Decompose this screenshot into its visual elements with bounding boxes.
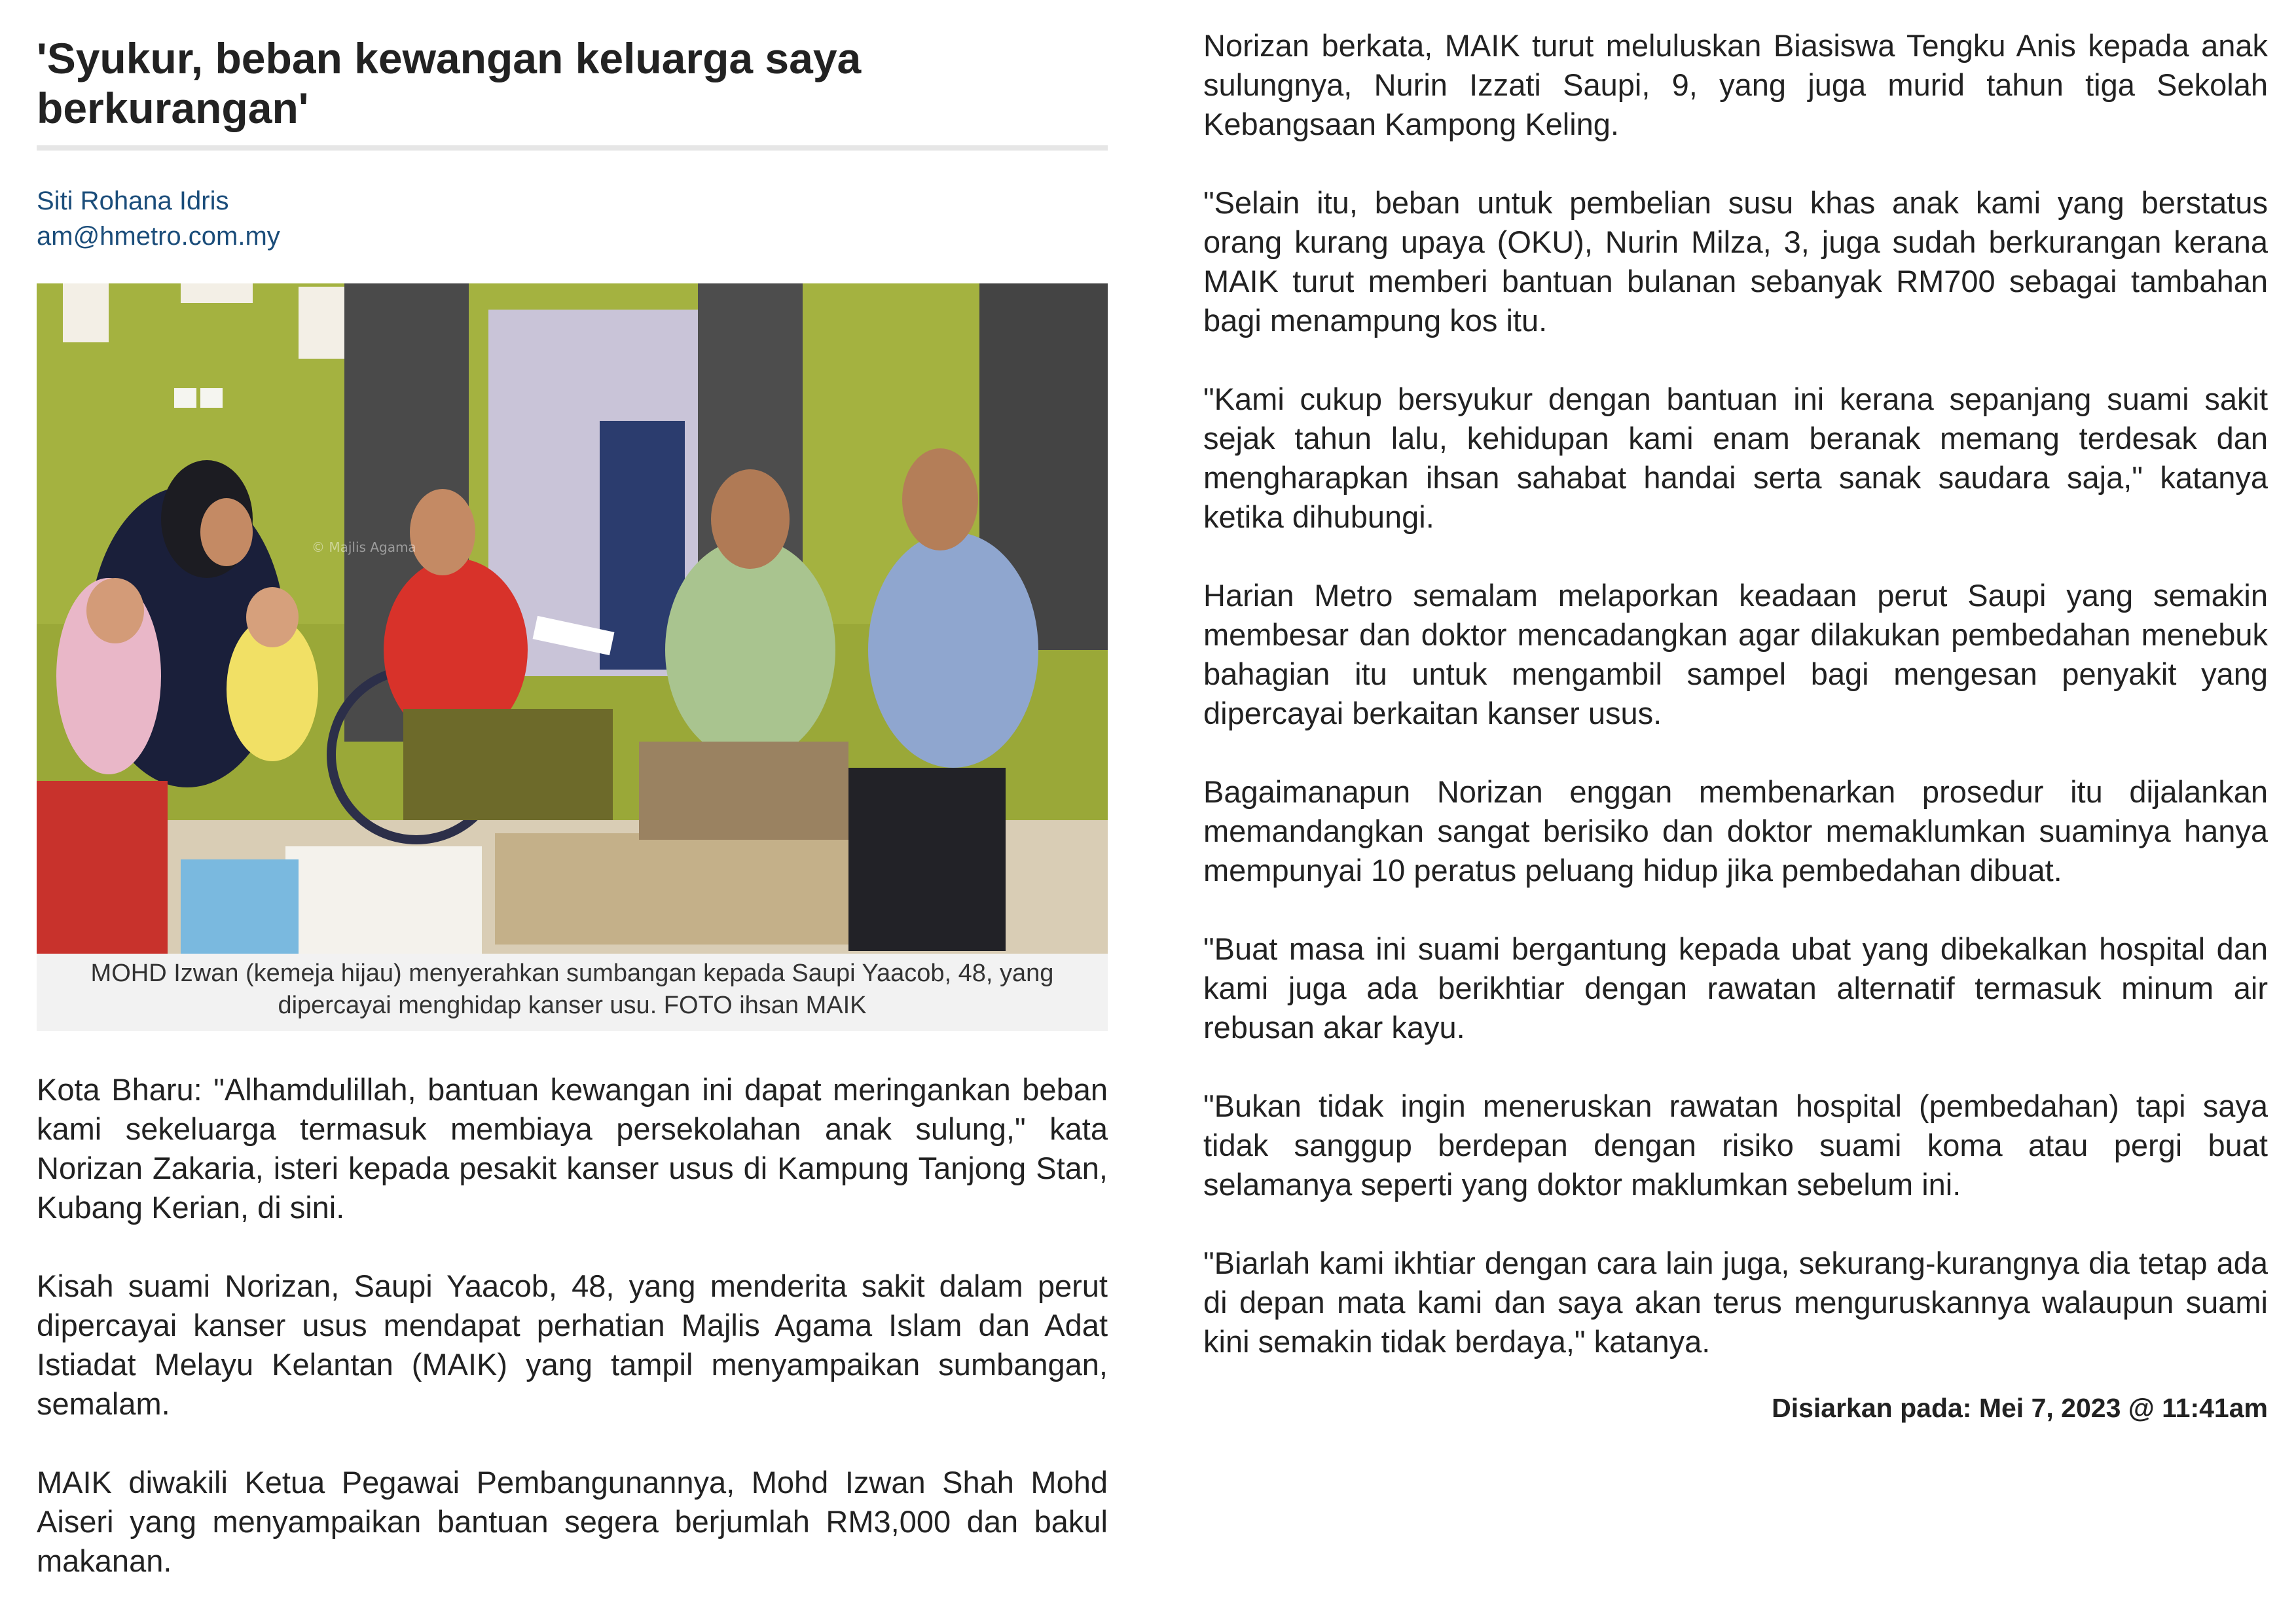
photo-figure: [37, 283, 1108, 1032]
author-name[interactable]: Siti Rohana Idris: [37, 186, 229, 215]
paragraph: MAIK diwakili Ketua Pegawai Pembangunannya, Mohd Izwan Shah Mohd Aiseri yang menyampaikan bantuan segera berjumlah RM3,000 dan bakul makanan.: [37, 1465, 1108, 1579]
paragraph: "Kami cukup bersyukur dengan bantuan ini kerana sepanjang suami sakit sejak tahun lalu, kehidupan kami enam beranak memang terdesak dan mengharapkan ihsan sahabat handai serta sanak saudara saja," katanya ketika dihubungi.: [1203, 382, 2268, 534]
headline: 'Syukur, beban kewangan keluarga saya berkurangan': [37, 26, 1108, 151]
author-email[interactable]: am@hmetro.com.my: [37, 222, 280, 251]
published-date: Disiarkan pada: Mei 7, 2023 @ 11:41am: [1772, 1393, 2268, 1423]
paragraph: Norizan berkata, MAIK turut meluluskan Biasiswa Tengku Anis kepada anak sulungnya, Nurin Izzati Saupi, 9, yang juga murid tahun tiga Sekolah Kebangsaan Kampong Keling.: [1203, 28, 2268, 141]
paragraph: Harian Metro semalam melaporkan keadaan perut Saupi yang semakin membesar dan doktor mencadangkan agar dilakukan pembedahan menebuk bahagian itu untuk mengambil sampel bagi mengesan penyakit yang dipercayai berkaitan kanser usus.: [1203, 578, 2268, 730]
news-photo: [37, 283, 1108, 954]
paragraph: Kota Bharu: "Alhamdulillah, bantuan kewangan ini dapat meringankan beban kami sekeluarga termasuk membiaya persekolahan anak sulung," kata Norizan Zakaria, isteri kepada pesakit kanser usus di Kampung Tanjong Stan, Kubang Kerian, di sini.: [37, 1072, 1108, 1225]
paragraph: Kisah suami Norizan, Saupi Yaacob, 48, yang menderita sakit dalam perut dipercayai kanser usus mendapat perhatian Majlis Agama Islam dan Adat Istiadat Melayu Kelantan (MAIK) yang tampil menyampaikan sumbangan, semalam.: [37, 1269, 1108, 1422]
left-column: [37, 26, 1108, 1620]
byline: [37, 183, 1108, 255]
photo-watermark: © Majlis Agama: [312, 539, 416, 555]
paragraph: "Buat masa ini suami bergantung kepada ubat yang dibekalkan hospital dan kami juga ada berikhtiar dengan rawatan alternatif termasuk minum air rebusan akar kayu.: [1203, 931, 2268, 1045]
paragraph: Bagaimanapun Norizan enggan membenarkan prosedur itu dijalankan memandangkan sangat berisiko dan doktor memaklumkan suaminya hanya mempunyai 10 peratus peluang hidup jika pembedahan dibuat.: [1203, 774, 2268, 888]
right-column: [1203, 26, 2268, 1424]
paragraph: "Selain itu, beban untuk pembelian susu khas anak kami yang berstatus orang kurang upaya (OKU), Nurin Milza, 3, juga sudah berkurangan kerana MAIK turut memberi bantuan bulanan sebanyak RM700 sebagai tambahan bagi menampung kos itu.: [1203, 185, 2268, 338]
left-body: [37, 1070, 1108, 1581]
paragraph: "Biarlah kami ikhtiar dengan cara lain juga, sekurang-kurangnya dia tetap ada di depan mata kami dan saya akan terus menguruskannya walaupun suami kini semakin tidak berdaya," katanya.: [1203, 1246, 2268, 1359]
paragraph: "Bukan tidak ingin meneruskan rawatan hospital (pembedahan) tapi saya tidak sanggup berdepan dengan risiko suami koma atau pergi buat selamanya seperti yang doktor maklumkan sebelum ini.: [1203, 1089, 2268, 1202]
photo-caption: MOHD Izwan (kemeja hijau) menyerahkan sumbangan kepada Saupi Yaacob, 48, yang dipercayai menghidap kanser usu. FOTO ihsan MAIK: [90, 959, 1054, 1019]
